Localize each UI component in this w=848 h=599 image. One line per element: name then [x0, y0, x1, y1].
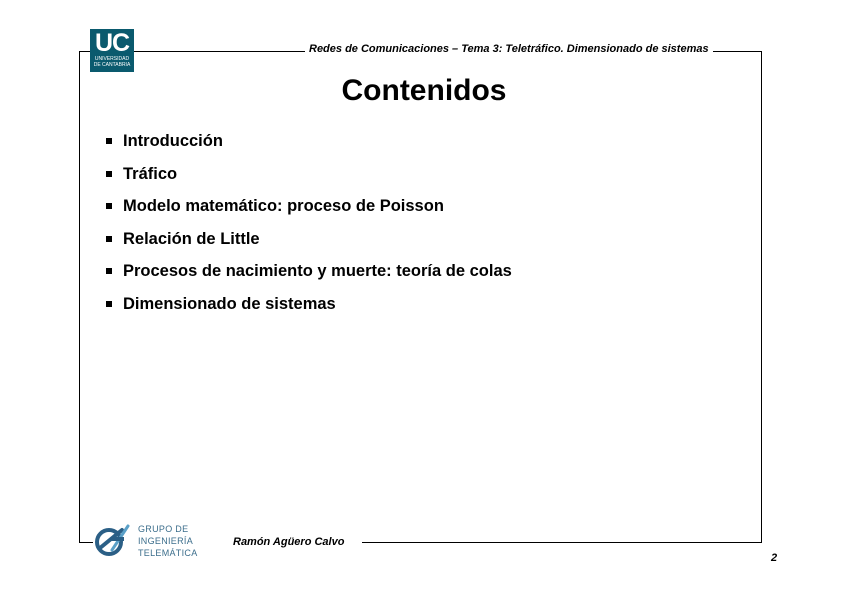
group-name-line-1: GRUPO DE: [138, 524, 189, 534]
frame-top-left-stub: [79, 51, 90, 52]
contents-list: [104, 128, 512, 324]
logo-sub-text-2: DE CANTABRIA: [93, 62, 131, 68]
frame-right-line: [761, 51, 762, 543]
square-bullet-icon: [106, 301, 112, 307]
list-item-text: Relación de Little: [123, 229, 260, 248]
list-item-text: Modelo matemático: proceso de Poisson: [123, 197, 444, 216]
author-name: Ramón Agüero Calvo: [229, 536, 348, 548]
group-name: [138, 523, 198, 559]
list-item: [104, 226, 512, 259]
square-bullet-icon: [106, 138, 112, 144]
slide-title: Contenidos: [341, 74, 507, 107]
list-item-text: Procesos de nacimiento y muerte: teoría de colas: [123, 262, 512, 281]
frame-bottom-line: [362, 542, 762, 543]
list-item: [104, 161, 512, 194]
university-logo: [90, 29, 134, 72]
telematics-emblem-icon: [92, 520, 136, 562]
frame-left-line: [79, 51, 80, 543]
logo-sub-text-1: UNIVERSIDAD: [94, 56, 130, 62]
frame-bottom-left-stub: [79, 542, 93, 543]
square-bullet-icon: [106, 203, 112, 209]
group-name-line-3: TELEMÁTICA: [138, 548, 198, 558]
list-item: [104, 128, 512, 161]
list-item: [104, 193, 512, 226]
list-item-text: Dimensionado de sistemas: [123, 294, 336, 313]
group-logo: [92, 520, 212, 562]
list-item-text: Tráfico: [123, 164, 178, 183]
square-bullet-icon: [106, 268, 112, 274]
group-name-line-2: INGENIERÍA: [138, 536, 194, 546]
logo-main-text: UC: [94, 29, 130, 57]
list-item: [104, 291, 512, 324]
list-item: [104, 258, 512, 291]
square-bullet-icon: [106, 236, 112, 242]
list-item-text: Introducción: [123, 132, 223, 150]
page-number: 2: [771, 552, 778, 564]
course-title: Redes de Comunicaciones – Tema 3: Teletráfico. Dimensionado de sistemas: [305, 43, 713, 55]
square-bullet-icon: [106, 171, 112, 177]
